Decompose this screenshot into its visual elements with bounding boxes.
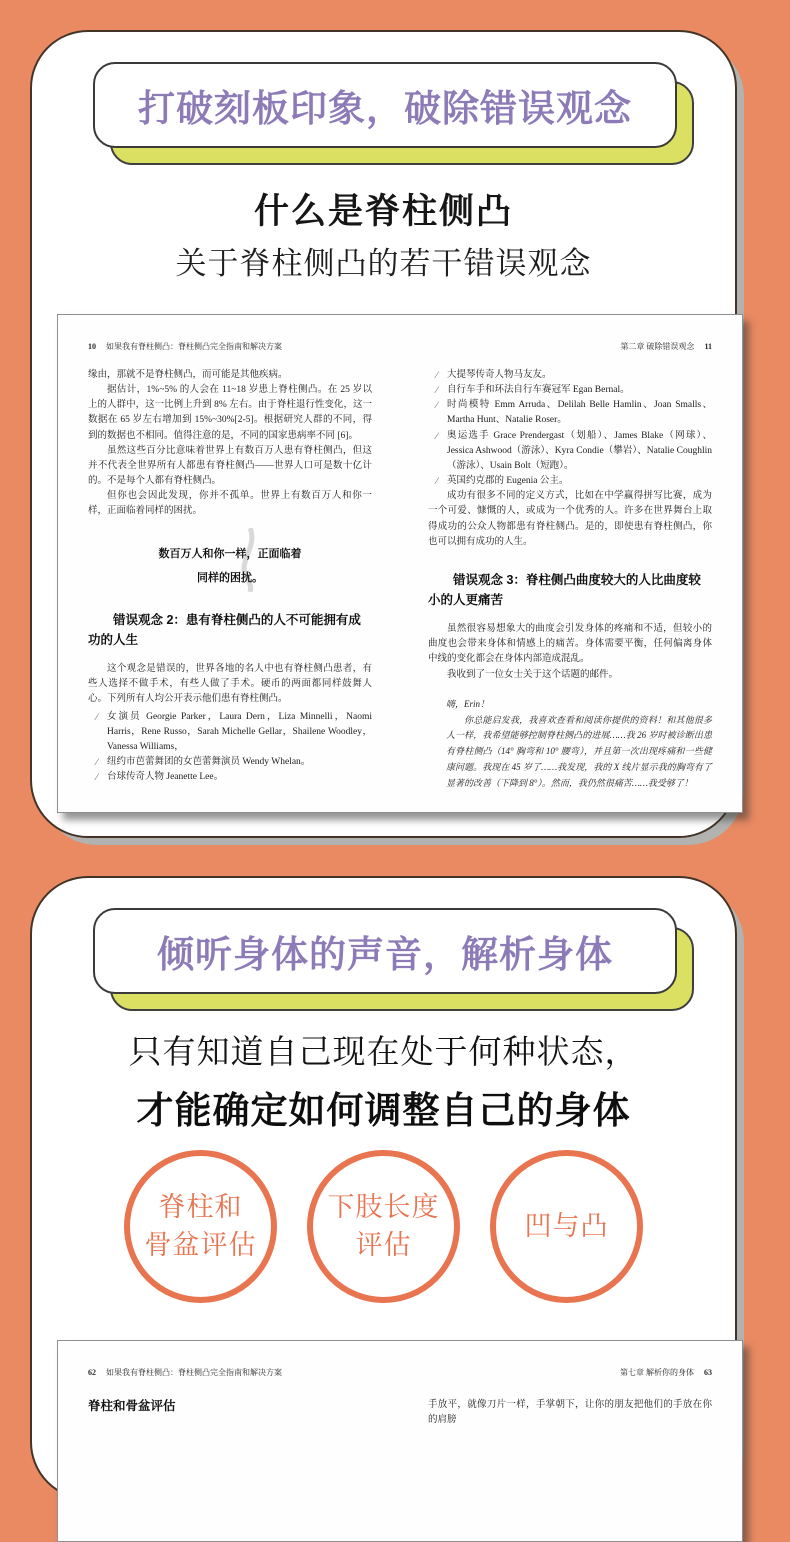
list-item: ⁄ 大提琴传奇人物马友友。 (434, 368, 712, 383)
misconception2-heading: 错误观念 2：患有脊柱侧凸的人不可能拥有成功的人生 (88, 613, 361, 648)
running-head: 第二章 破除错误观念 (620, 342, 695, 351)
section1-subtitle: 关于脊柱侧凸的若干错误观念 (175, 246, 592, 281)
paragraph: 手放平，就像刀片一样，手掌朝下，让你的朋友把他们的手放在你的肩膀 (428, 1399, 712, 1425)
running-head: 第七章 解析你的身体 (620, 1368, 694, 1377)
book-spread-misconceptions (57, 314, 743, 813)
pull-quote-line1: 数百万人和你一样，正面临着 (158, 547, 302, 560)
list-item: ⁄ 时尚模特 Emm Arruda、Delilah Belle Hamlin、Joan Smalls、Martha Hunt、Natalie Roser。 (434, 398, 712, 428)
list-item: ⁄ 奥运选手 Grace Prendergast（划船）、James Blake（网球）、Jessica Ashwood（游泳）、Kyra Condie（攀岩）、Natalie Coughlin（游泳）、Usain Bolt（短跑）。 (434, 429, 712, 475)
paragraph: 但你也会因此发现，你并不孤单。世界上有数百万人和你一样，正面临着同样的困扰。 (88, 491, 372, 517)
book-page-right (400, 315, 742, 812)
section1-badge (93, 62, 673, 144)
section-card-body-analysis (30, 876, 737, 1500)
section-card-misconceptions (30, 30, 737, 838)
pull-quote-line2: 同样的困扰。 (197, 571, 263, 584)
page-number: 62 (88, 1368, 96, 1377)
list-item: ⁄ 纽约市芭蕾舞团的女芭蕾舞演员 Wendy Whelan。 (94, 755, 372, 770)
list-item: ⁄ 台球传奇人物 Jeanette Lee。 (94, 770, 372, 785)
page-header-right (428, 341, 712, 354)
assessment-circles (32, 1150, 735, 1303)
circle-label: 下肢长度 (327, 1191, 440, 1222)
paragraph: 虽然很容易想象大的曲度会引发身体的疼痛和不适，但较小的曲度也会带来身体和情感上的痛苦。身体需要平衡，任何偏离身体中线的变化都会在身体内部造成混乱。 (428, 624, 712, 665)
celebrity-list-left (94, 710, 372, 786)
paragraph: 缘由，那就不是脊柱侧凸，而可能是其他疾病。 (88, 369, 288, 380)
letter-salutation: 嗨，Erin！ (446, 698, 490, 709)
book-page-left (58, 1341, 400, 1541)
list-item: ⁄ 自行车手和环法自行车赛冠军 Egan Bernal。 (434, 383, 712, 398)
page-header-left (88, 341, 372, 354)
section2-line1: 只有知道自己现在处于何种状态， (128, 1033, 639, 1070)
page-header-right (428, 1367, 712, 1380)
section1-badge-label: 打破刻板印象，破除错误观念 (138, 88, 632, 129)
book-page-right (400, 1341, 742, 1541)
paragraph: 我收到了一位女士关于这个话题的邮件。 (447, 669, 619, 680)
reader-letter (446, 697, 712, 792)
paragraph: 虽然这些百分比意味着世界上有数百万人患有脊柱侧凸，但这并不代表全世界所有人都患有脊柱侧凸——世界人口可是数十亿计的。不是每个人都有脊柱侧凸。 (88, 445, 372, 487)
circle-label: 脊柱和 (158, 1191, 243, 1222)
section2-badge-label: 倾听身体的声音，解析身体 (157, 934, 613, 975)
list-item: ⁄ 女演员 Georgie Parker，Laura Dern，Liza Minnelli，Naomi Harris，Rene Russo，Sarah Michelle Gellar，Shailene Woodley，Vanessa Williams， (94, 710, 372, 756)
circle-label: 骨盆评估 (144, 1229, 257, 1260)
paragraph: 据估计，1%~5% 的人会在 11~18 岁患上脊柱侧凸。在 25 岁以上的人群中，这一比例上升到 8% 左右。由于脊柱退行性变化，这一数据在 65 岁左右增加到 15%~30%[2-5]。根据研究人群的不同，得到的数据也不相同。值得注意的是，不同的国家患病率不同 [6]。 (88, 384, 372, 441)
circle-label: 凹与凸 (524, 1210, 609, 1241)
badge-box (93, 62, 677, 148)
section2-line2: 才能确定如何调整自己的身体 (136, 1090, 631, 1131)
running-head: 如果我有脊柱侧凸：脊柱侧凸完全指南和解决方案 (106, 342, 282, 351)
celebrity-list-right (434, 368, 712, 490)
book-page-left (58, 315, 400, 812)
paragraph: 成功有很多不同的定义方式，比如在中学赢得拼写比赛，成为一个可爱、慷慨的人，或成为一个优秀的人。许多在世界舞台上取得成功的公众人物都患有脊柱侧凸。是的，即使患有脊柱侧凸，你也可以拥有成功的人生。 (428, 491, 712, 547)
badge-box (93, 908, 677, 994)
circle-spine-pelvis-assessment (124, 1150, 277, 1303)
list-item: ⁄ 英国约克郡的 Eugenia 公主。 (434, 474, 712, 489)
circle-label: 评估 (355, 1229, 412, 1260)
circle-concave-convex (490, 1150, 643, 1303)
paragraph: 这个观念是错误的，世界各地的名人中也有脊柱侧凸患者，有些人选择不做手术，有些人做了手术。硬币的两面都同样鼓舞人心。下列所有人均公开表示他们患有脊柱侧凸。 (88, 664, 372, 705)
circle-leg-length-assessment (307, 1150, 460, 1303)
misconception3-heading: 错误观念 3：脊柱侧凸曲度较大的人比曲度较小的人更痛苦 (428, 573, 701, 608)
pull-quote (88, 542, 372, 590)
page-header-left (88, 1367, 372, 1380)
page-number: 11 (704, 342, 712, 351)
page-number: 10 (88, 342, 96, 351)
section2-badge (93, 908, 673, 990)
assessment-heading: 脊柱和骨盆评估 (88, 1398, 176, 1413)
page-number: 63 (704, 1368, 712, 1377)
letter-body: 你总能启发我，我喜欢查看和阅读你提供的资料！和其他很多人一样，我希望能够控制脊柱侧凸的进展……我 26 岁时被诊断出患有脊柱侧凸（14° 胸弯和 10° 腰弯），并且第一次出现疼痛和一些健康问题。我现在 45 岁了……我发现，我的 X 线片显示我的胸弯有了显著的改善（下降到 8°）。然而，我仍然很痛苦……我受够了！ (446, 714, 712, 788)
book-spread-assessment (57, 1340, 743, 1542)
running-head: 如果我有脊柱侧凸：脊柱侧凸完全指南和解决方案 (106, 1368, 282, 1377)
section1-title: 什么是脊柱侧凸 (253, 192, 513, 231)
